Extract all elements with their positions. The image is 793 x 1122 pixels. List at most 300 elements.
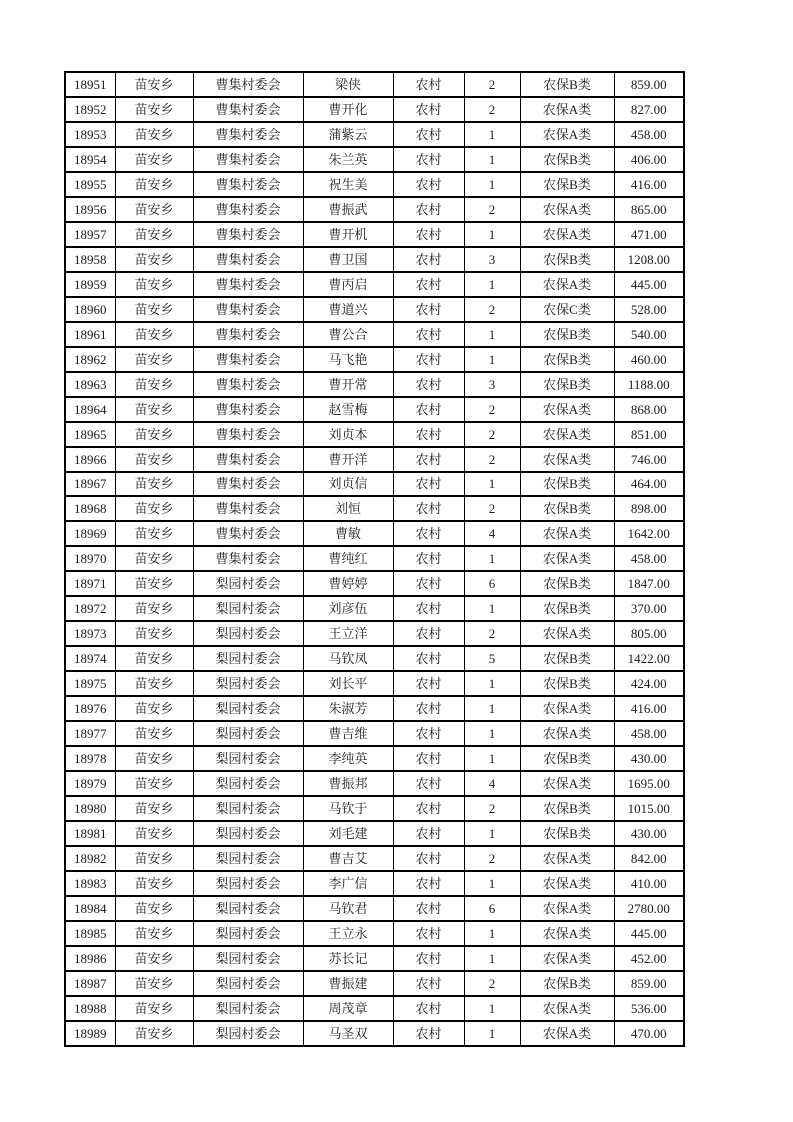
cell-person-count: 2	[464, 197, 520, 222]
cell-township: 苗安乡	[115, 596, 193, 621]
table-row	[65, 771, 684, 796]
cell-township: 苗安乡	[115, 796, 193, 821]
cell-person-name: 曹开洋	[303, 447, 393, 472]
cell-village-committee: 梨园村委会	[193, 921, 303, 946]
table-row	[65, 521, 684, 546]
cell-amount: 458.00	[614, 546, 684, 571]
cell-township: 苗安乡	[115, 122, 193, 147]
cell-village-committee: 梨园村委会	[193, 571, 303, 596]
table-row	[65, 671, 684, 696]
cell-insurance-category: 农保A类	[520, 696, 614, 721]
cell-residence-type: 农村	[393, 921, 464, 946]
cell-seq-no: 18965	[65, 422, 115, 447]
cell-township: 苗安乡	[115, 247, 193, 272]
cell-person-count: 1	[464, 946, 520, 971]
cell-insurance-category: 农保A类	[520, 996, 614, 1021]
cell-residence-type: 农村	[393, 771, 464, 796]
cell-residence-type: 农村	[393, 247, 464, 272]
cell-township: 苗安乡	[115, 971, 193, 996]
cell-amount: 2780.00	[614, 896, 684, 921]
cell-village-committee: 梨园村委会	[193, 621, 303, 646]
cell-village-committee: 曹集村委会	[193, 496, 303, 521]
cell-person-count: 6	[464, 896, 520, 921]
cell-residence-type: 农村	[393, 996, 464, 1021]
cell-insurance-category: 农保B类	[520, 147, 614, 172]
table-row	[65, 197, 684, 222]
cell-township: 苗安乡	[115, 921, 193, 946]
cell-township: 苗安乡	[115, 397, 193, 422]
cell-seq-no: 18982	[65, 846, 115, 871]
cell-residence-type: 农村	[393, 297, 464, 322]
cell-village-committee: 曹集村委会	[193, 297, 303, 322]
cell-township: 苗安乡	[115, 696, 193, 721]
cell-insurance-category: 农保A类	[520, 946, 614, 971]
cell-residence-type: 农村	[393, 796, 464, 821]
cell-seq-no: 18987	[65, 971, 115, 996]
cell-seq-no: 18956	[65, 197, 115, 222]
cell-person-name: 曹振武	[303, 197, 393, 222]
cell-person-count: 1	[464, 746, 520, 771]
cell-person-count: 2	[464, 621, 520, 646]
cell-residence-type: 农村	[393, 322, 464, 347]
cell-person-count: 1	[464, 147, 520, 172]
cell-township: 苗安乡	[115, 496, 193, 521]
cell-seq-no: 18978	[65, 746, 115, 771]
cell-village-committee: 梨园村委会	[193, 746, 303, 771]
cell-person-count: 5	[464, 646, 520, 671]
cell-person-name: 曹开化	[303, 97, 393, 122]
cell-township: 苗安乡	[115, 197, 193, 222]
cell-amount: 1695.00	[614, 771, 684, 796]
table-row	[65, 971, 684, 996]
cell-village-committee: 梨园村委会	[193, 771, 303, 796]
table-row	[65, 946, 684, 971]
cell-insurance-category: 农保A类	[520, 521, 614, 546]
table-row	[65, 596, 684, 621]
cell-person-name: 赵雪梅	[303, 397, 393, 422]
cell-residence-type: 农村	[393, 571, 464, 596]
cell-residence-type: 农村	[393, 546, 464, 571]
table-row	[65, 422, 684, 447]
cell-person-name: 刘贞信	[303, 472, 393, 497]
table-row	[65, 1021, 684, 1046]
cell-person-name: 曹振建	[303, 971, 393, 996]
cell-amount: 460.00	[614, 347, 684, 372]
cell-person-count: 6	[464, 571, 520, 596]
cell-township: 苗安乡	[115, 746, 193, 771]
cell-seq-no: 18963	[65, 372, 115, 397]
cell-person-count: 1	[464, 172, 520, 197]
cell-person-count: 1	[464, 472, 520, 497]
cell-village-committee: 梨园村委会	[193, 1021, 303, 1046]
cell-amount: 430.00	[614, 821, 684, 846]
cell-amount: 430.00	[614, 746, 684, 771]
cell-village-committee: 曹集村委会	[193, 172, 303, 197]
cell-seq-no: 18988	[65, 996, 115, 1021]
cell-insurance-category: 农保A类	[520, 422, 614, 447]
cell-person-name: 曹纯红	[303, 546, 393, 571]
cell-insurance-category: 农保B类	[520, 671, 614, 696]
table-row	[65, 846, 684, 871]
table-row	[65, 347, 684, 372]
cell-amount: 424.00	[614, 671, 684, 696]
cell-insurance-category: 农保B类	[520, 247, 614, 272]
cell-amount: 410.00	[614, 871, 684, 896]
table-row	[65, 721, 684, 746]
cell-township: 苗安乡	[115, 846, 193, 871]
cell-person-name: 曹婷婷	[303, 571, 393, 596]
cell-person-name: 曹振邦	[303, 771, 393, 796]
cell-person-name: 刘彦伍	[303, 596, 393, 621]
table-body	[65, 72, 684, 1046]
cell-village-committee: 曹集村委会	[193, 197, 303, 222]
cell-seq-no: 18962	[65, 347, 115, 372]
cell-amount: 458.00	[614, 721, 684, 746]
cell-person-name: 曹丙启	[303, 272, 393, 297]
cell-person-name: 刘贞本	[303, 422, 393, 447]
cell-township: 苗安乡	[115, 222, 193, 247]
cell-residence-type: 农村	[393, 372, 464, 397]
cell-person-name: 李广信	[303, 871, 393, 896]
cell-village-committee: 曹集村委会	[193, 546, 303, 571]
cell-seq-no: 18989	[65, 1021, 115, 1046]
cell-township: 苗安乡	[115, 172, 193, 197]
cell-person-count: 2	[464, 97, 520, 122]
table-row	[65, 172, 684, 197]
cell-person-count: 2	[464, 397, 520, 422]
cell-amount: 865.00	[614, 197, 684, 222]
cell-residence-type: 农村	[393, 696, 464, 721]
cell-insurance-category: 农保A类	[520, 272, 614, 297]
cell-amount: 1847.00	[614, 571, 684, 596]
cell-seq-no: 18974	[65, 646, 115, 671]
cell-township: 苗安乡	[115, 372, 193, 397]
cell-person-name: 刘长平	[303, 671, 393, 696]
cell-residence-type: 农村	[393, 871, 464, 896]
cell-insurance-category: 农保A类	[520, 896, 614, 921]
cell-residence-type: 农村	[393, 122, 464, 147]
cell-amount: 540.00	[614, 322, 684, 347]
cell-village-committee: 曹集村委会	[193, 397, 303, 422]
table-row	[65, 222, 684, 247]
cell-person-name: 李纯英	[303, 746, 393, 771]
cell-seq-no: 18975	[65, 671, 115, 696]
table-row	[65, 796, 684, 821]
cell-person-name: 王立洋	[303, 621, 393, 646]
cell-person-name: 曹吉维	[303, 721, 393, 746]
cell-person-name: 曹开常	[303, 372, 393, 397]
cell-residence-type: 农村	[393, 472, 464, 497]
cell-amount: 1422.00	[614, 646, 684, 671]
cell-insurance-category: 农保A类	[520, 222, 614, 247]
cell-township: 苗安乡	[115, 646, 193, 671]
cell-seq-no: 18986	[65, 946, 115, 971]
cell-amount: 445.00	[614, 272, 684, 297]
cell-residence-type: 农村	[393, 596, 464, 621]
cell-residence-type: 农村	[393, 671, 464, 696]
cell-person-count: 1	[464, 546, 520, 571]
cell-village-committee: 梨园村委会	[193, 596, 303, 621]
cell-amount: 1642.00	[614, 521, 684, 546]
table-row	[65, 147, 684, 172]
cell-residence-type: 农村	[393, 72, 464, 97]
table-row	[65, 546, 684, 571]
cell-residence-type: 农村	[393, 397, 464, 422]
cell-township: 苗安乡	[115, 72, 193, 97]
cell-person-count: 1	[464, 696, 520, 721]
cell-township: 苗安乡	[115, 272, 193, 297]
cell-village-committee: 梨园村委会	[193, 796, 303, 821]
cell-person-name: 朱淑芳	[303, 696, 393, 721]
table-row	[65, 571, 684, 596]
cell-amount: 827.00	[614, 97, 684, 122]
cell-person-name: 苏长记	[303, 946, 393, 971]
cell-insurance-category: 农保B类	[520, 596, 614, 621]
cell-residence-type: 农村	[393, 621, 464, 646]
cell-amount: 470.00	[614, 1021, 684, 1046]
table-row	[65, 122, 684, 147]
cell-insurance-category: 农保C类	[520, 297, 614, 322]
cell-township: 苗安乡	[115, 571, 193, 596]
cell-seq-no: 18969	[65, 521, 115, 546]
cell-insurance-category: 农保B类	[520, 496, 614, 521]
cell-seq-no: 18967	[65, 472, 115, 497]
cell-residence-type: 农村	[393, 222, 464, 247]
cell-insurance-category: 农保B类	[520, 347, 614, 372]
cell-township: 苗安乡	[115, 621, 193, 646]
table-row	[65, 72, 684, 97]
cell-village-committee: 曹集村委会	[193, 272, 303, 297]
cell-insurance-category: 农保B类	[520, 472, 614, 497]
cell-township: 苗安乡	[115, 871, 193, 896]
cell-residence-type: 农村	[393, 447, 464, 472]
cell-seq-no: 18977	[65, 721, 115, 746]
cell-village-committee: 梨园村委会	[193, 646, 303, 671]
cell-person-name: 祝生美	[303, 172, 393, 197]
cell-township: 苗安乡	[115, 297, 193, 322]
cell-amount: 1208.00	[614, 247, 684, 272]
cell-township: 苗安乡	[115, 771, 193, 796]
cell-insurance-category: 农保B类	[520, 971, 614, 996]
cell-village-committee: 曹集村委会	[193, 222, 303, 247]
cell-amount: 464.00	[614, 472, 684, 497]
cell-person-name: 马钦于	[303, 796, 393, 821]
cell-residence-type: 农村	[393, 1021, 464, 1046]
cell-amount: 416.00	[614, 696, 684, 721]
cell-person-name: 曹敏	[303, 521, 393, 546]
cell-seq-no: 18972	[65, 596, 115, 621]
cell-insurance-category: 农保A类	[520, 546, 614, 571]
cell-seq-no: 18951	[65, 72, 115, 97]
cell-village-committee: 梨园村委会	[193, 896, 303, 921]
cell-seq-no: 18981	[65, 821, 115, 846]
cell-residence-type: 农村	[393, 347, 464, 372]
cell-seq-no: 18964	[65, 397, 115, 422]
table-row	[65, 97, 684, 122]
cell-insurance-category: 农保A类	[520, 771, 614, 796]
cell-township: 苗安乡	[115, 472, 193, 497]
cell-person-name: 曹吉艾	[303, 846, 393, 871]
cell-township: 苗安乡	[115, 671, 193, 696]
cell-person-count: 1	[464, 322, 520, 347]
cell-seq-no: 18957	[65, 222, 115, 247]
cell-person-count: 1	[464, 921, 520, 946]
cell-insurance-category: 农保B类	[520, 172, 614, 197]
cell-person-name: 曹道兴	[303, 297, 393, 322]
cell-person-count: 1	[464, 871, 520, 896]
cell-insurance-category: 农保B类	[520, 821, 614, 846]
cell-person-name: 朱兰英	[303, 147, 393, 172]
cell-person-name: 王立永	[303, 921, 393, 946]
cell-seq-no: 18958	[65, 247, 115, 272]
cell-seq-no: 18968	[65, 496, 115, 521]
cell-person-name: 曹卫国	[303, 247, 393, 272]
cell-person-count: 1	[464, 671, 520, 696]
cell-person-count: 2	[464, 846, 520, 871]
cell-insurance-category: 农保A类	[520, 97, 614, 122]
cell-township: 苗安乡	[115, 546, 193, 571]
cell-residence-type: 农村	[393, 147, 464, 172]
cell-seq-no: 18976	[65, 696, 115, 721]
cell-amount: 746.00	[614, 447, 684, 472]
cell-village-committee: 梨园村委会	[193, 971, 303, 996]
cell-township: 苗安乡	[115, 322, 193, 347]
cell-person-name: 马钦君	[303, 896, 393, 921]
cell-village-committee: 曹集村委会	[193, 472, 303, 497]
cell-village-committee: 曹集村委会	[193, 447, 303, 472]
cell-village-committee: 曹集村委会	[193, 247, 303, 272]
cell-insurance-category: 农保B类	[520, 372, 614, 397]
cell-amount: 458.00	[614, 122, 684, 147]
cell-person-count: 2	[464, 447, 520, 472]
cell-residence-type: 农村	[393, 172, 464, 197]
cell-seq-no: 18973	[65, 621, 115, 646]
cell-person-name: 刘毛建	[303, 821, 393, 846]
table-row	[65, 996, 684, 1021]
benefit-records-table	[64, 71, 685, 1047]
table-row	[65, 896, 684, 921]
cell-township: 苗安乡	[115, 721, 193, 746]
cell-insurance-category: 农保A类	[520, 122, 614, 147]
cell-insurance-category: 农保A类	[520, 397, 614, 422]
cell-village-committee: 曹集村委会	[193, 322, 303, 347]
table-row	[65, 397, 684, 422]
cell-village-committee: 梨园村委会	[193, 871, 303, 896]
table-row	[65, 372, 684, 397]
cell-seq-no: 18953	[65, 122, 115, 147]
cell-seq-no: 18960	[65, 297, 115, 322]
cell-person-name: 曹开机	[303, 222, 393, 247]
cell-residence-type: 农村	[393, 496, 464, 521]
cell-insurance-category: 农保B类	[520, 646, 614, 671]
cell-seq-no: 18966	[65, 447, 115, 472]
cell-person-count: 4	[464, 771, 520, 796]
cell-village-committee: 梨园村委会	[193, 721, 303, 746]
cell-amount: 471.00	[614, 222, 684, 247]
cell-residence-type: 农村	[393, 521, 464, 546]
cell-seq-no: 18985	[65, 921, 115, 946]
cell-amount: 859.00	[614, 971, 684, 996]
cell-person-count: 1	[464, 272, 520, 297]
cell-amount: 1188.00	[614, 372, 684, 397]
cell-village-committee: 梨园村委会	[193, 821, 303, 846]
cell-amount: 805.00	[614, 621, 684, 646]
cell-township: 苗安乡	[115, 1021, 193, 1046]
cell-seq-no: 18955	[65, 172, 115, 197]
cell-amount: 370.00	[614, 596, 684, 621]
cell-person-name: 马钦凤	[303, 646, 393, 671]
cell-residence-type: 农村	[393, 197, 464, 222]
cell-village-committee: 梨园村委会	[193, 671, 303, 696]
cell-person-count: 2	[464, 297, 520, 322]
cell-township: 苗安乡	[115, 147, 193, 172]
cell-amount: 859.00	[614, 72, 684, 97]
cell-township: 苗安乡	[115, 946, 193, 971]
cell-person-name: 蒲紫云	[303, 122, 393, 147]
cell-person-count: 2	[464, 72, 520, 97]
cell-person-name: 曹公合	[303, 322, 393, 347]
cell-amount: 528.00	[614, 297, 684, 322]
cell-person-name: 马圣双	[303, 1021, 393, 1046]
cell-village-committee: 曹集村委会	[193, 147, 303, 172]
cell-township: 苗安乡	[115, 97, 193, 122]
cell-amount: 406.00	[614, 147, 684, 172]
cell-insurance-category: 农保A类	[520, 846, 614, 871]
cell-seq-no: 18983	[65, 871, 115, 896]
table-row	[65, 871, 684, 896]
cell-residence-type: 农村	[393, 97, 464, 122]
cell-person-count: 1	[464, 122, 520, 147]
cell-amount: 1015.00	[614, 796, 684, 821]
cell-village-committee: 曹集村委会	[193, 122, 303, 147]
cell-township: 苗安乡	[115, 896, 193, 921]
cell-person-count: 1	[464, 821, 520, 846]
cell-person-name: 马飞艳	[303, 347, 393, 372]
cell-insurance-category: 农保A类	[520, 447, 614, 472]
cell-insurance-category: 农保B类	[520, 322, 614, 347]
cell-amount: 536.00	[614, 996, 684, 1021]
table-row	[65, 297, 684, 322]
cell-seq-no: 18961	[65, 322, 115, 347]
cell-insurance-category: 农保A类	[520, 621, 614, 646]
cell-person-count: 2	[464, 796, 520, 821]
cell-person-name: 梁侠	[303, 72, 393, 97]
cell-village-committee: 曹集村委会	[193, 521, 303, 546]
table-row	[65, 272, 684, 297]
cell-seq-no: 18984	[65, 896, 115, 921]
cell-residence-type: 农村	[393, 646, 464, 671]
cell-amount: 452.00	[614, 946, 684, 971]
cell-seq-no: 18970	[65, 546, 115, 571]
cell-person-count: 1	[464, 1021, 520, 1046]
cell-person-count: 1	[464, 222, 520, 247]
cell-township: 苗安乡	[115, 996, 193, 1021]
cell-township: 苗安乡	[115, 821, 193, 846]
cell-person-name: 周茂章	[303, 996, 393, 1021]
cell-township: 苗安乡	[115, 447, 193, 472]
cell-village-committee: 梨园村委会	[193, 696, 303, 721]
table-row	[65, 447, 684, 472]
cell-township: 苗安乡	[115, 422, 193, 447]
cell-village-committee: 曹集村委会	[193, 72, 303, 97]
table-row	[65, 696, 684, 721]
cell-amount: 445.00	[614, 921, 684, 946]
table-row	[65, 921, 684, 946]
cell-insurance-category: 农保A类	[520, 1021, 614, 1046]
cell-person-count: 2	[464, 971, 520, 996]
cell-residence-type: 农村	[393, 721, 464, 746]
cell-residence-type: 农村	[393, 896, 464, 921]
